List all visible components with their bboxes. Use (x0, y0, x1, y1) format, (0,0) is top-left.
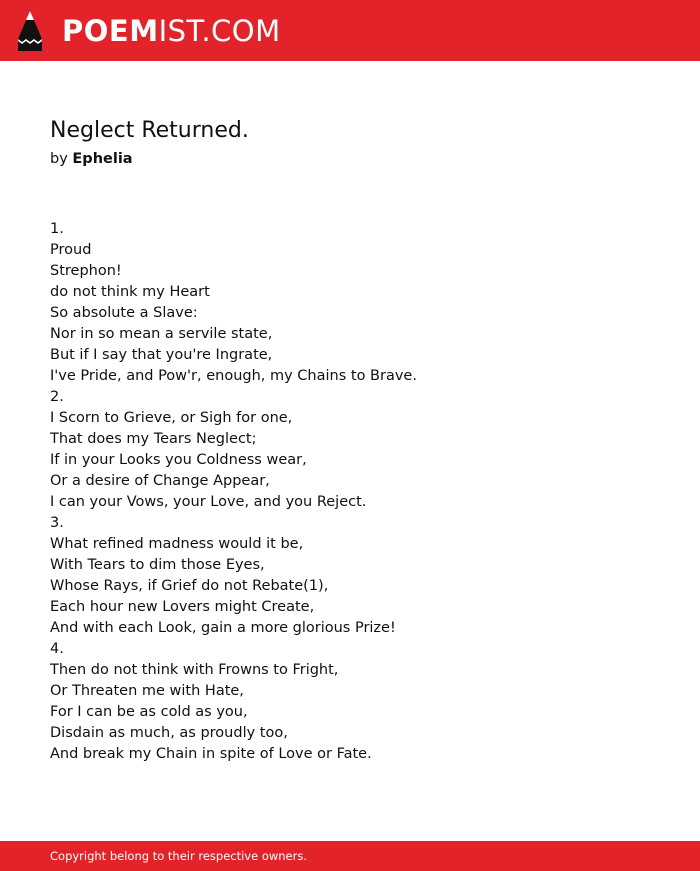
poem-line: So absolute a Slave: (50, 305, 198, 321)
pencil-tip-icon (16, 9, 44, 53)
poem-line: Nor in so mean a servile state, (50, 326, 273, 342)
stanza-number: 4. (50, 641, 64, 657)
poem-line: Or a desire of Change Appear, (50, 473, 270, 489)
site-header (0, 0, 700, 61)
poem-author: Ephelia (72, 151, 133, 167)
poem-line: Or Threaten me with Hate, (50, 683, 244, 699)
poem-line: Then do not think with Frowns to Fright, (50, 662, 339, 678)
poem-line: That does my Tears Neglect; (50, 431, 257, 447)
poem-line: Each hour new Lovers might Create, (50, 599, 315, 615)
poem-line: What refined madness would it be, (50, 536, 304, 552)
logo-text-light: IST.COM (158, 13, 281, 48)
poem-line: Strephon! (50, 263, 122, 279)
poem-line: I can your Vows, your Love, and you Reject. (50, 494, 367, 510)
poem-body (50, 219, 417, 765)
poem-line: But if I say that you're Ingrate, (50, 347, 273, 363)
poem-line: do not think my Heart (50, 284, 210, 300)
poem-byline (50, 149, 133, 169)
poem-title: Neglect Returned. (50, 118, 249, 143)
stanza-number: 1. (50, 221, 64, 237)
poem-line: With Tears to dim those Eyes, (50, 557, 265, 573)
poem-line: Disdain as much, as proudly too, (50, 725, 288, 741)
poem-line: If in your Looks you Coldness wear, (50, 452, 307, 468)
poem-line: For I can be as cold as you, (50, 704, 248, 720)
stanza-number: 2. (50, 389, 64, 405)
stanza-number: 3. (50, 515, 64, 531)
poem-line: Whose Rays, if Grief do not Rebate(1), (50, 578, 329, 594)
footer-copyright: Copyright belong to their respective owners. (50, 849, 308, 863)
poem-line: And with each Look, gain a more glorious Prize! (50, 620, 396, 636)
poem-line: I've Pride, and Pow'r, enough, my Chains to Brave. (50, 368, 417, 384)
byline-prefix: by (50, 151, 68, 167)
site-logo[interactable] (16, 8, 281, 54)
logo-text-bold: POEM (62, 13, 159, 48)
poem-line: And break my Chain in spite of Love or Fate. (50, 746, 372, 762)
site-footer (0, 841, 700, 871)
site-logo-text (62, 13, 281, 48)
poem-line: Proud (50, 242, 92, 258)
poem-line: I Scorn to Grieve, or Sigh for one, (50, 410, 293, 426)
